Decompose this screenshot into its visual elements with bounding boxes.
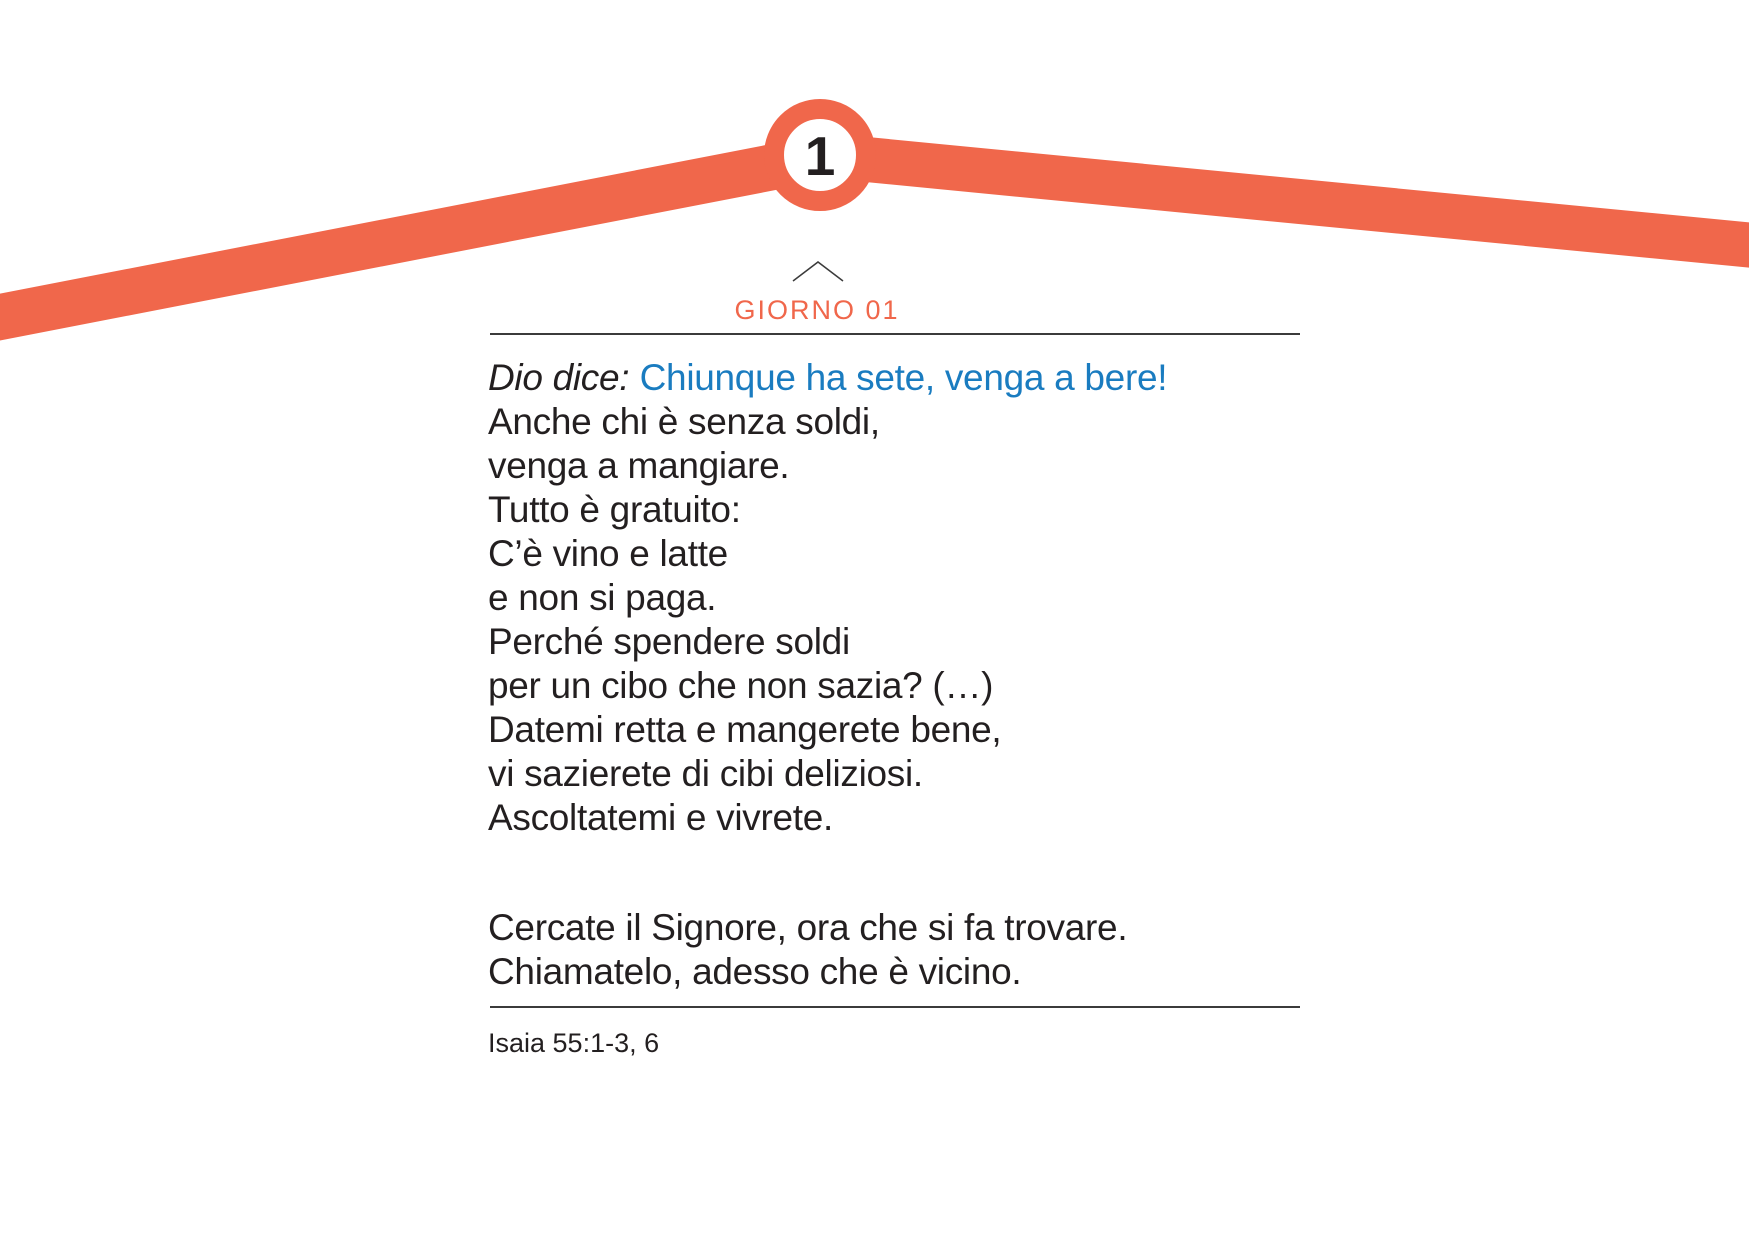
- scripture-line: Anche chi è senza soldi,: [488, 401, 880, 442]
- bottom-divider: [490, 1006, 1300, 1008]
- scripture-stanza-2: [488, 906, 1127, 994]
- scripture-line: Ascoltatemi e vivrete.: [488, 797, 834, 838]
- scripture-stanza-1: [488, 356, 1167, 840]
- scripture-line: Datemi retta e mangerete bene,: [488, 709, 1002, 750]
- ribbon-right-band: [820, 155, 1749, 246]
- day-marker-ribbon: [0, 0, 1749, 400]
- day-number: 1: [804, 125, 836, 187]
- scripture-line: per un cibo che non sazia? (…): [488, 665, 994, 706]
- ribbon-left-band: [0, 157, 825, 319]
- scripture-line: e non si paga.: [488, 577, 717, 618]
- scripture-lead-highlight: Chiunque ha sete, venga a bere!: [639, 357, 1168, 398]
- scripture-line: vi sazierete di cibi deliziosi.: [488, 753, 923, 794]
- scripture-line: [488, 356, 1167, 400]
- scripture-line: Cercate il Signore, ora che si fa trovare.: [488, 907, 1128, 948]
- top-divider: [490, 333, 1300, 335]
- scripture-lead-italic: Dio dice:: [488, 357, 630, 398]
- day-label: GIORNO 01: [734, 295, 900, 325]
- scripture-line: C’è vino e latte: [488, 533, 728, 574]
- scripture-line: Chiamatelo, adesso che è vicino.: [488, 951, 1022, 992]
- verse-reference: Isaia 55:1-3, 6: [488, 1028, 660, 1058]
- scripture-line: Tutto è gratuito:: [488, 489, 741, 530]
- chevron-up-icon: [792, 260, 844, 284]
- scripture-line: Perché spendere soldi: [488, 621, 850, 662]
- scripture-line: venga a mangiare.: [488, 445, 790, 486]
